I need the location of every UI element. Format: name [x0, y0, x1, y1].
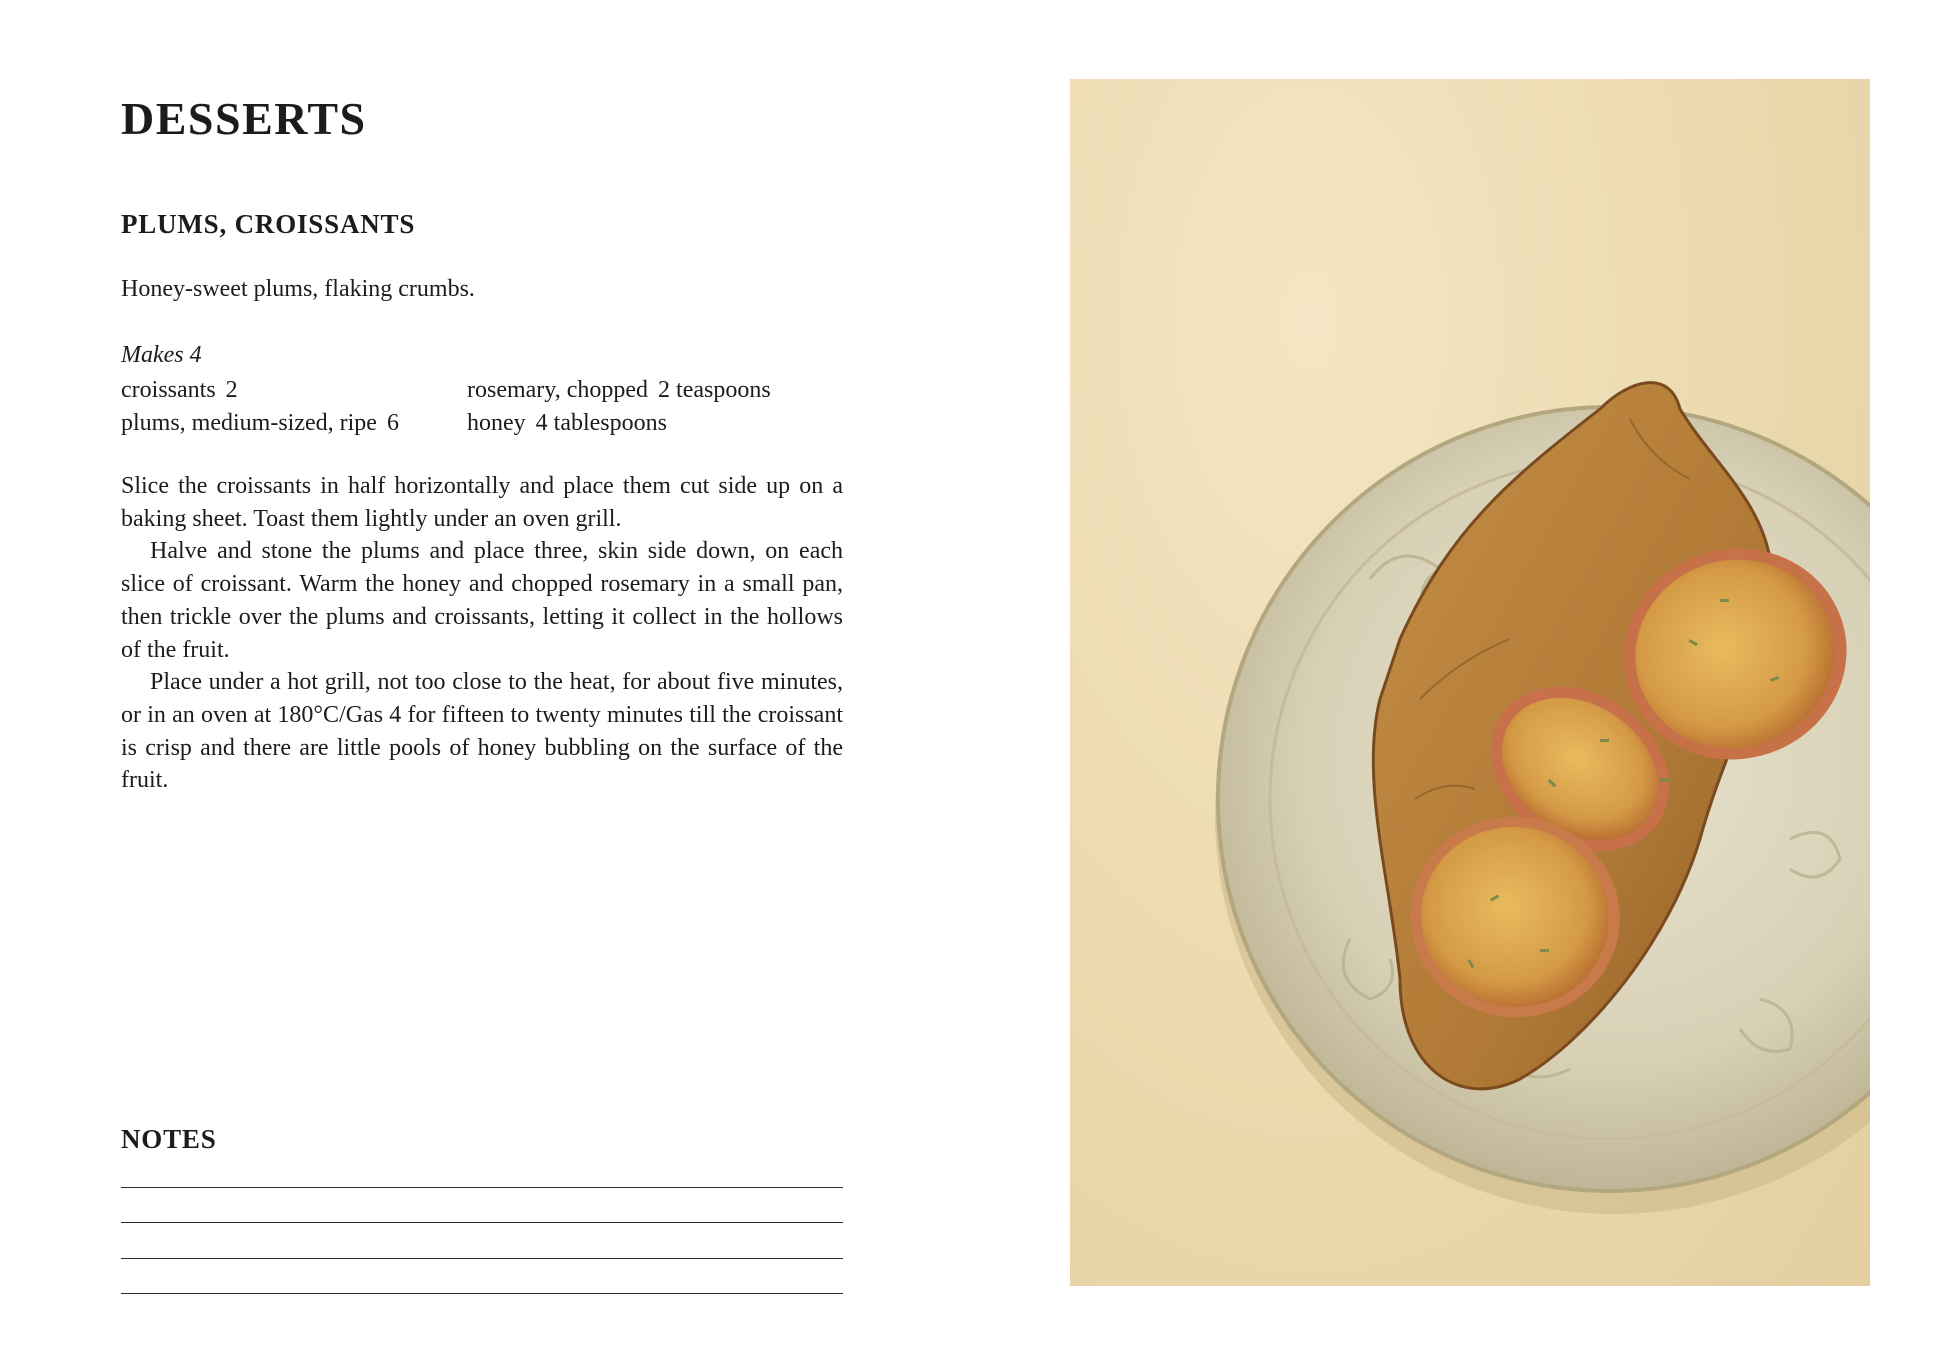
recipe-title: PLUMS, CROISSANTS: [121, 209, 416, 239]
ingredient-qty: 6: [386, 410, 399, 436]
section-title: DESSERTS: [121, 93, 367, 144]
ingredient-qty: 2 teaspoons: [658, 377, 771, 403]
ingredient-item: [467, 374, 771, 407]
ingredient-qty: 4 tablespoons: [535, 410, 667, 436]
ingredient-item: [121, 374, 238, 407]
plums-on-croissant-photo: [1070, 79, 1870, 1286]
ingredient-name: plums, medium-sized, ripe: [121, 410, 377, 436]
method-paragraph: Halve and stone the plums and place three, skin side down, on each slice of croissant. Warm the honey and chopped rosemary in a small pan, then trickle over the plums and croissants, letting it collect in the hollows of the fruit.: [121, 538, 843, 663]
ingredient-qty: 2: [225, 377, 238, 403]
recipe-intro: Honey-sweet plums, flaking crumbs.: [121, 276, 475, 302]
notes-line: [121, 1187, 843, 1188]
ingredient-item: [467, 407, 667, 440]
notes-line: [121, 1258, 843, 1259]
notes-line: [121, 1222, 843, 1223]
photo-illustration: [1070, 79, 1870, 1286]
method-paragraph: Slice the croissants in half horizontally and place them cut side up on a baking sheet. Toast them lightly under an oven grill.: [121, 473, 843, 532]
method-paragraph: Place under a hot grill, not too close to the heat, for about five minutes, or in an oven at 180°C/Gas 4 for fifteen to twenty minutes till the croissant is crisp and there are little pools of honey bubbling on the surface of the fruit.: [121, 669, 843, 794]
ingredient-item: [121, 407, 399, 440]
ingredient-name: rosemary, chopped: [467, 377, 649, 403]
ingredient-name: croissants: [121, 377, 216, 403]
recipe-yield: Makes 4: [121, 342, 202, 368]
method-text: [121, 470, 843, 797]
ingredient-name: honey: [467, 410, 526, 436]
notes-title: NOTES: [121, 1124, 217, 1154]
notes-line: [121, 1293, 843, 1294]
